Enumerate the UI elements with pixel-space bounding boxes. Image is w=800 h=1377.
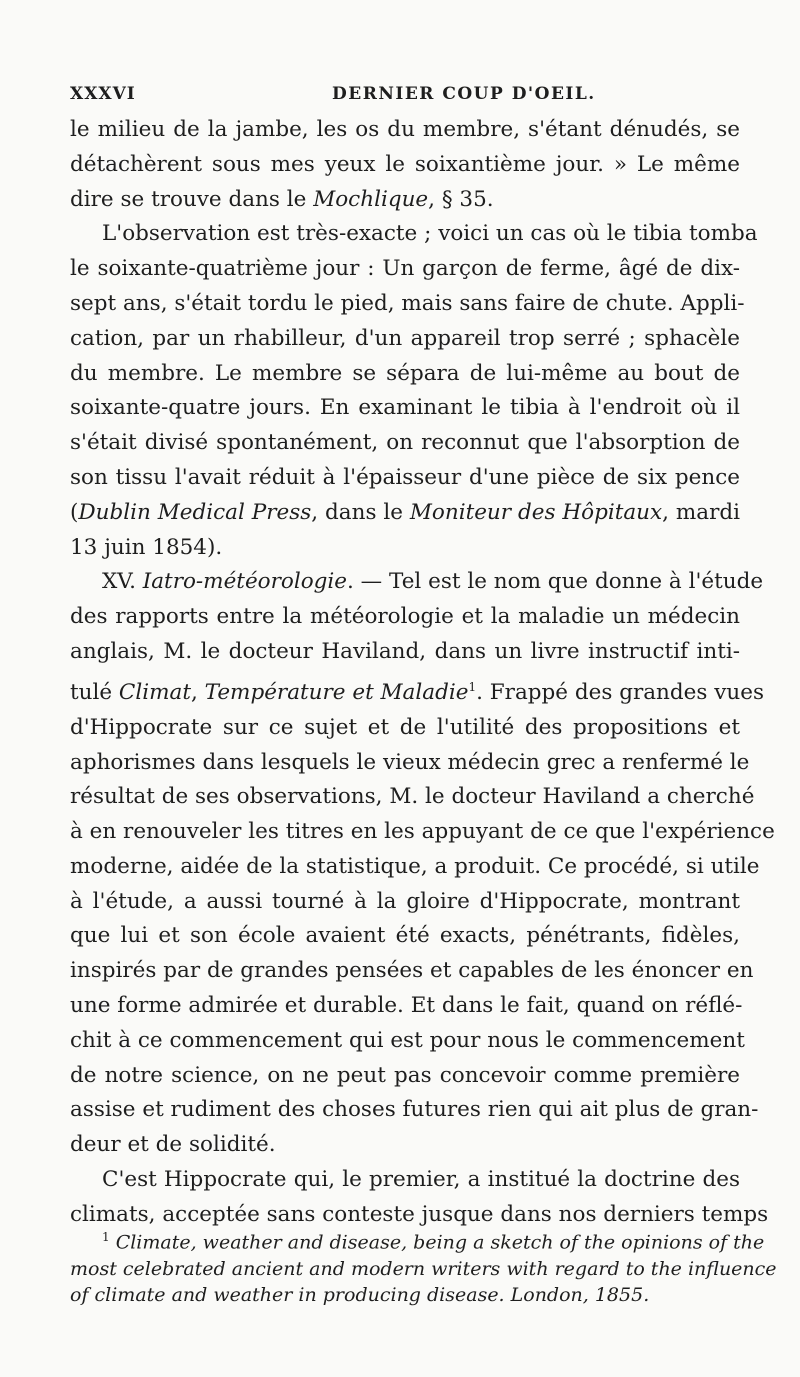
text-line: dire se trouve dans le Mochlique, § 35.: [70, 186, 494, 212]
work-title: Climat: [118, 679, 191, 705]
text-line: le soixante-quatrième jour : Un garçon de ferme, âgé de dix-: [70, 256, 740, 282]
work-title: Mochlique: [313, 186, 429, 212]
footnote-ref: 1: [468, 679, 477, 694]
text-line: sept ans, s'était tordu le pied, mais sans faire de chute. Appli-: [70, 290, 745, 316]
section-heading-line: XV. Iatro-météorologie. — Tel est le nom que donne à l'étude: [102, 569, 764, 595]
text-line: détachèrent sous mes yeux le soixantième jour. » Le même: [70, 151, 740, 177]
text-line: L'observation est très-exacte ; voici un cas où le tibia tomba: [102, 221, 758, 247]
text-line: soixante-quatre jours. En examinant le tibia à l'endroit où il: [70, 395, 740, 421]
text-line: chit à ce commencement qui est pour nous le commencement: [70, 1027, 745, 1053]
text-line: son tissu l'avait réduit à l'épaisseur d'une pièce de six pence: [70, 464, 740, 490]
footnote-line: $^1$ Climate, weather and disease, being a sketch of the opinions of the: [102, 1230, 765, 1254]
text-line: cation, par un rhabilleur, d'un appareil trop serré ; sphacèle: [70, 325, 740, 351]
text-line: deur et de solidité.: [70, 1132, 276, 1158]
page-number: XXXVI: [70, 84, 136, 104]
work-title: Moniteur des Hôpitaux: [409, 499, 663, 525]
text-line: du membre. Le membre se sépara de lui-même au bout de: [70, 360, 740, 386]
text-line: une forme admirée et durable. Et dans le fait, quand on réflé-: [70, 993, 743, 1019]
text-line: climats, acceptée sans conteste jusque dans nos derniers temps: [70, 1201, 769, 1227]
text-line: résultat de ses observations, M. le docteur Haviland a cherché: [70, 784, 755, 810]
text-line: (Dublin Medical Press, dans le Moniteur des Hôpitaux, mardi: [70, 499, 740, 525]
text-line: anglais, M. le docteur Haviland, dans un livre instructif inti-: [70, 638, 740, 664]
footnote-line: most celebrated ancient and modern writers with regard to the influence: [70, 1257, 777, 1280]
text-line: à l'étude, a aussi tourné à la gloire d'Hippocrate, montrant: [70, 888, 740, 914]
page-header: [70, 84, 740, 108]
text-line: que lui et son école avaient été exacts, pénétrants, fidèles,: [70, 923, 740, 949]
text-line: assise et rudiment des choses futures rien qui ait plus de gran-: [70, 1097, 759, 1123]
text-line: de notre science, on ne peut pas concevoir comme première: [70, 1062, 740, 1088]
text-line: d'Hippocrate sur ce sujet et de l'utilité des propositions et: [70, 714, 740, 740]
footnote-line: of climate and weather in producing disease. London, 1855.: [70, 1284, 650, 1307]
text-line: tulé Climat, Température et Maladie$^1$. Frappé des grandes vues: [70, 679, 765, 705]
text-line: des rapports entre la météorologie et la maladie un médecin: [70, 604, 740, 630]
text-line: 13 juin 1854).: [70, 534, 223, 560]
text-line: moderne, aidée de la statistique, a produit. Ce procédé, si utile: [70, 853, 760, 879]
footnote: [70, 1224, 777, 1309]
body-text: [70, 113, 775, 1233]
section-title: Iatro-météorologie: [142, 569, 348, 595]
text-line: s'était divisé spontanément, on reconnut que l'absorption de: [70, 430, 740, 456]
work-title: Dublin Medical Press: [78, 499, 312, 525]
text-line: à en renouveler les titres en les appuyant de ce que l'expérience: [70, 819, 775, 845]
text-line: le milieu de la jambe, les os du membre, s'étant dénudés, se: [70, 117, 740, 142]
work-title: Température et Maladie: [204, 679, 469, 705]
text-line: inspirés par de grandes pensées et capables de les énoncer en: [70, 958, 754, 984]
text-line: C'est Hippocrate qui, le premier, a institué la doctrine des: [102, 1167, 740, 1193]
footnote-marker: 1: [102, 1230, 110, 1244]
running-head: DERNIER COUP D'OEIL.: [332, 84, 596, 104]
text-line: aphorismes dans lesquels le vieux médecin grec a renfermé le: [70, 749, 750, 775]
